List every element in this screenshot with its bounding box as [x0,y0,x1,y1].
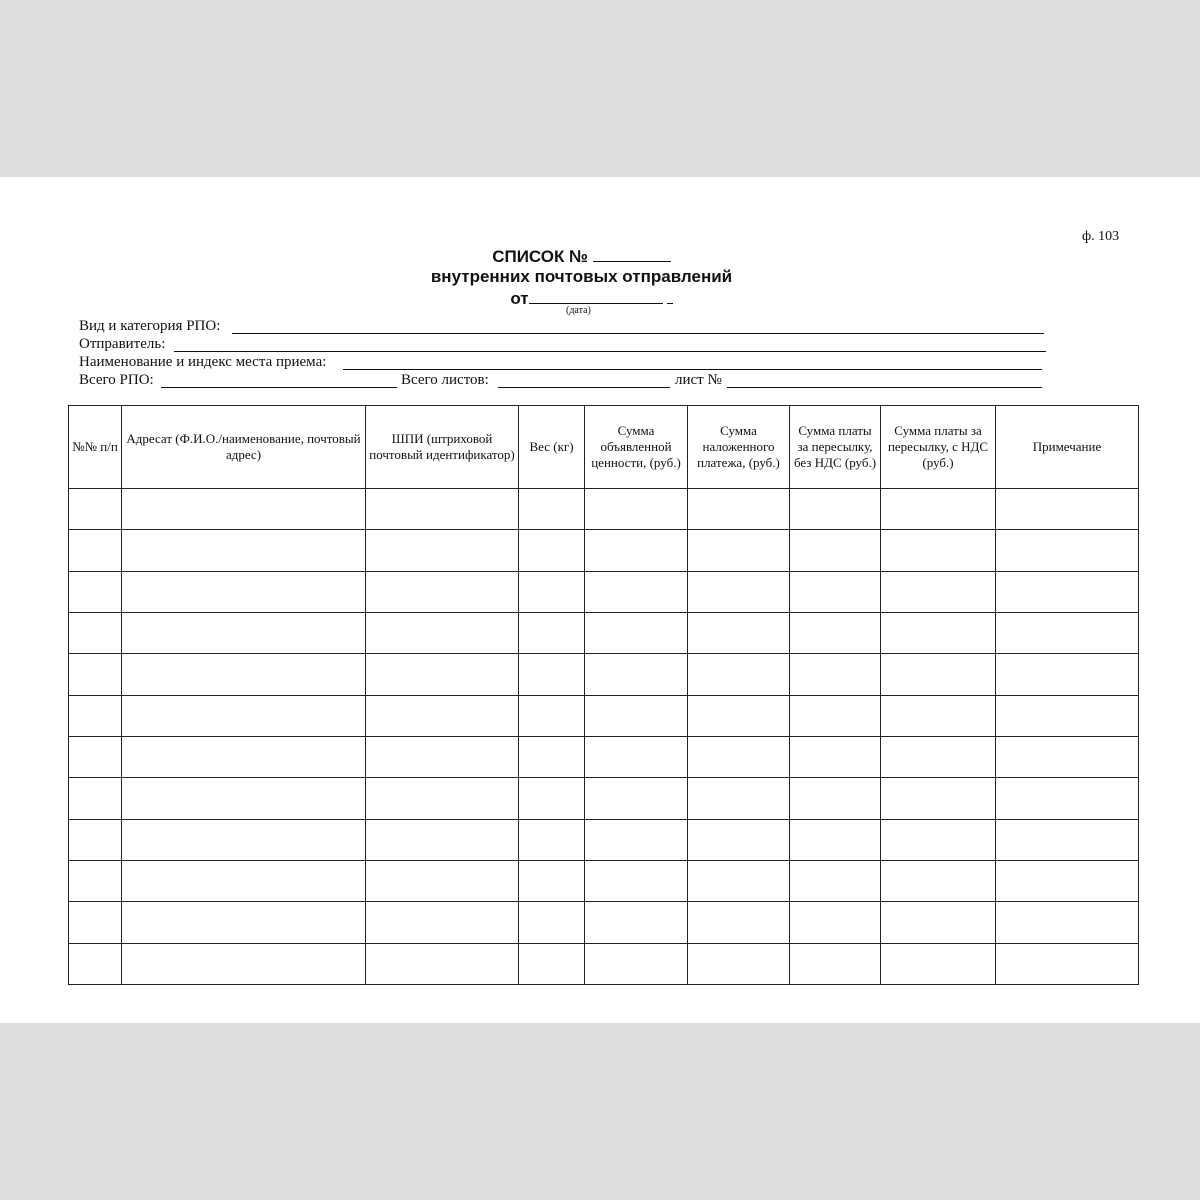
table-cell[interactable] [790,902,881,943]
table-row [69,819,1139,860]
table-cell[interactable] [122,902,366,943]
form-sheet [0,177,1200,1023]
table-cell[interactable] [519,612,585,653]
table-cell[interactable] [122,860,366,901]
table-row [69,654,1139,695]
table-cell[interactable] [585,943,688,984]
table-cell[interactable] [688,530,790,571]
table-cell[interactable] [122,778,366,819]
place-field [79,353,1042,371]
table-cell[interactable] [585,778,688,819]
table-cell[interactable] [366,902,519,943]
title-line-1: СПИСОК № [492,247,589,266]
table-cell[interactable] [519,489,585,530]
table-header-row [69,406,1139,489]
sender-field [79,335,1046,353]
table-cell[interactable] [69,819,122,860]
table-cell[interactable] [688,860,790,901]
table-cell[interactable] [688,695,790,736]
sheet-no-line[interactable] [727,387,1042,388]
table-cell[interactable] [790,736,881,777]
table-cell[interactable] [122,695,366,736]
table-cell[interactable] [881,736,996,777]
table-cell[interactable] [790,778,881,819]
table-cell[interactable] [688,943,790,984]
table-row [69,612,1139,653]
table-cell[interactable] [519,695,585,736]
table-cell[interactable] [519,571,585,612]
table-cell[interactable] [69,612,122,653]
table-cell[interactable] [69,654,122,695]
table-row [69,489,1139,530]
table-row [69,695,1139,736]
table-cell[interactable] [790,612,881,653]
table-cell[interactable] [366,860,519,901]
table-cell[interactable] [69,530,122,571]
table-cell[interactable] [69,489,122,530]
table-cell[interactable] [996,736,1139,777]
table-cell[interactable] [881,489,996,530]
table-cell[interactable] [996,530,1139,571]
table-cell[interactable] [688,736,790,777]
table-cell[interactable] [122,819,366,860]
place-label: Наименование и индекс места приема: [79,354,327,370]
table-cell[interactable] [790,530,881,571]
table-cell[interactable] [996,654,1139,695]
table-cell[interactable] [996,778,1139,819]
sender-label: Отправитель: [79,336,166,352]
table-cell[interactable] [69,736,122,777]
table-cell[interactable] [519,860,585,901]
table-cell[interactable] [366,612,519,653]
table-cell[interactable] [366,571,519,612]
sender-line[interactable] [174,351,1046,352]
table-cell[interactable] [688,778,790,819]
date-blank-tail [667,287,673,304]
table-cell[interactable] [122,530,366,571]
table-cell[interactable] [585,819,688,860]
table-cell[interactable] [366,695,519,736]
sheet-no-label: лист № [675,372,722,388]
table-cell[interactable] [790,695,881,736]
table-cell[interactable] [366,819,519,860]
table-cell[interactable] [585,654,688,695]
header-weight: Вес (кг) [519,406,585,489]
table-cell[interactable] [881,860,996,901]
table-cell[interactable] [585,902,688,943]
header-barcode-id: ШПИ (штриховой почтовый идентификатор) [366,406,519,489]
table-cell[interactable] [790,489,881,530]
category-label: Вид и категория РПО: [79,318,221,334]
category-field [79,317,1044,335]
table-cell[interactable] [585,695,688,736]
header-declared-value: Сумма объявленной ценности, (руб.) [585,406,688,489]
table-cell[interactable] [881,902,996,943]
table-cell[interactable] [996,612,1139,653]
table-cell[interactable] [519,819,585,860]
table-cell[interactable] [366,943,519,984]
table-cell[interactable] [688,612,790,653]
table-cell[interactable] [366,530,519,571]
header-postage-no-vat: Сумма платы за пересылку, без НДС (руб.) [790,406,881,489]
table-cell[interactable] [996,860,1139,901]
total-sheets-line[interactable] [498,387,670,388]
date-blank[interactable] [529,287,663,304]
title-line-2: внутренних почтовых отправлений [430,267,733,286]
table-cell[interactable] [122,654,366,695]
table-cell[interactable] [366,654,519,695]
table-cell[interactable] [69,571,122,612]
table-cell[interactable] [585,736,688,777]
table-cell[interactable] [69,695,122,736]
table-cell[interactable] [881,778,996,819]
form-code: ф. 103 [1082,229,1120,244]
table-cell[interactable] [122,736,366,777]
table-row [69,530,1139,571]
header-addressee: Адресат (Ф.И.О./наименование, почтовый адрес) [122,406,366,489]
table-cell[interactable] [366,489,519,530]
table-cell[interactable] [519,530,585,571]
table-cell[interactable] [688,489,790,530]
table-cell[interactable] [519,736,585,777]
document-title [0,245,1163,309]
table-cell[interactable] [69,778,122,819]
category-line[interactable] [232,333,1044,334]
table-cell[interactable] [585,860,688,901]
table-cell[interactable] [790,654,881,695]
table-cell[interactable] [585,571,688,612]
table-cell[interactable] [790,943,881,984]
table-cell[interactable] [996,571,1139,612]
table-row [69,778,1139,819]
mailing-list-table [68,405,1139,985]
table-cell[interactable] [69,860,122,901]
table-cell[interactable] [688,902,790,943]
table-cell[interactable] [790,860,881,901]
table-row [69,902,1139,943]
total-rpo-line[interactable] [161,387,397,388]
place-line[interactable] [343,369,1042,370]
table-cell[interactable] [881,654,996,695]
header-note: Примечание [996,406,1139,489]
table-cell[interactable] [366,778,519,819]
table-cell[interactable] [122,489,366,530]
table-cell[interactable] [585,489,688,530]
table-cell[interactable] [122,612,366,653]
header-postage-with-vat: Сумма платы за пересылку, с НДС (руб.) [881,406,996,489]
table-cell[interactable] [790,819,881,860]
total-rpo-label: Всего РПО: [79,372,154,388]
table-cell[interactable] [688,654,790,695]
table-row [69,943,1139,984]
table-cell[interactable] [69,902,122,943]
table-cell[interactable] [122,943,366,984]
table-cell[interactable] [996,819,1139,860]
table-cell[interactable] [881,695,996,736]
table-cell[interactable] [996,902,1139,943]
table-cell[interactable] [69,943,122,984]
table-row [69,860,1139,901]
table-body [69,489,1139,985]
table-cell[interactable] [881,530,996,571]
table-cell[interactable] [996,943,1139,984]
list-number-blank[interactable] [593,245,671,262]
totals-field [79,371,1042,389]
table-cell[interactable] [881,819,996,860]
table-cell[interactable] [585,612,688,653]
header-cash-on-delivery: Сумма наложенного платежа, (руб.) [688,406,790,489]
date-caption: (дата) [566,305,591,316]
table-cell[interactable] [688,571,790,612]
table-cell[interactable] [366,736,519,777]
table-cell[interactable] [519,654,585,695]
table-cell[interactable] [996,695,1139,736]
table-cell[interactable] [519,902,585,943]
table-cell[interactable] [790,571,881,612]
title-line-3: от [510,289,529,308]
table-cell[interactable] [585,530,688,571]
table-row [69,571,1139,612]
header-number: №№ п/п [69,406,122,489]
table-cell[interactable] [519,778,585,819]
table-cell[interactable] [688,819,790,860]
table-cell[interactable] [996,489,1139,530]
table-cell[interactable] [122,571,366,612]
table-cell[interactable] [881,943,996,984]
table-cell[interactable] [519,943,585,984]
table-row [69,736,1139,777]
table-cell[interactable] [881,571,996,612]
total-sheets-label: Всего листов: [401,372,489,388]
table-cell[interactable] [881,612,996,653]
